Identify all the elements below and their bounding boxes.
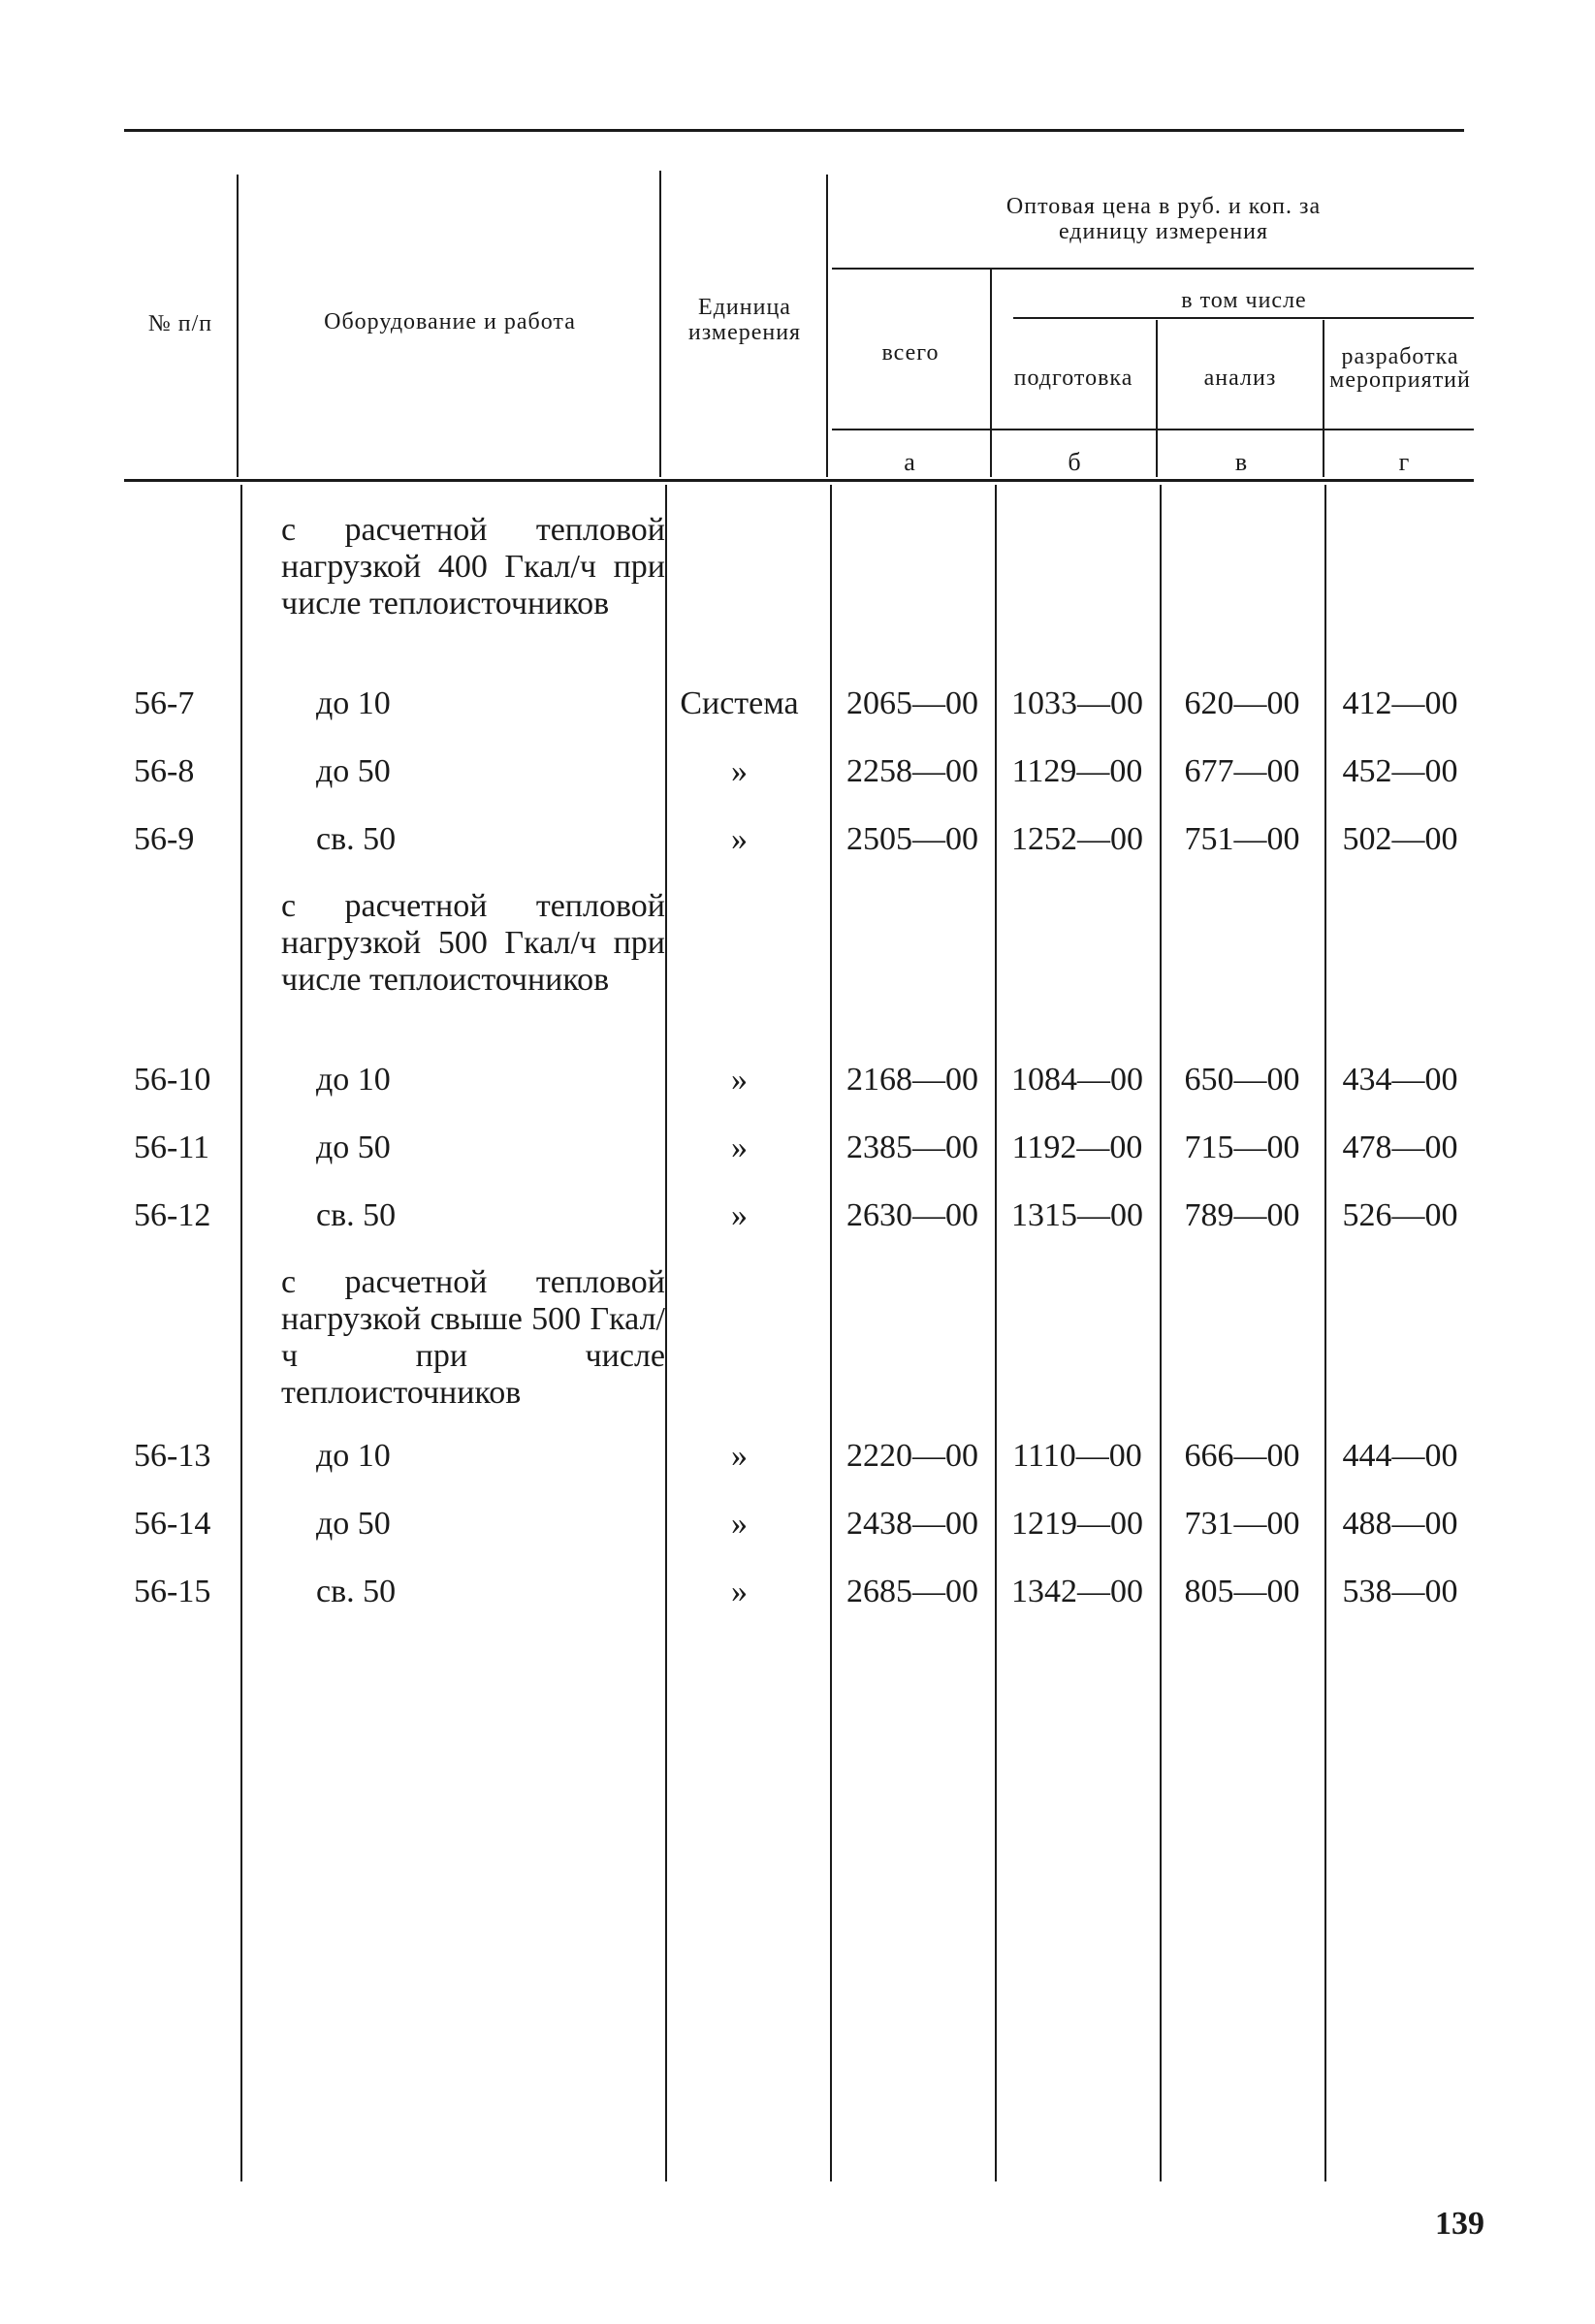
letter-row-rule — [832, 429, 1474, 430]
header-total: всего — [881, 340, 940, 366]
table-row — [0, 1129, 1595, 1171]
table-row — [0, 1505, 1595, 1547]
row-develop: 444—00 — [1342, 1438, 1458, 1474]
row-work: св. 50 — [316, 1197, 397, 1233]
page-number: 139 — [1435, 2206, 1484, 2242]
row-work: до 10 — [316, 1438, 391, 1474]
row-prep: 1084—00 — [1011, 1062, 1143, 1098]
row-unit: » — [731, 1062, 748, 1098]
row-develop: 526—00 — [1342, 1197, 1458, 1233]
row-total: 2630—00 — [846, 1197, 978, 1233]
body-col-divider-6 — [1324, 485, 1326, 2181]
header-unit: Единица измерения — [687, 295, 802, 345]
row-unit: » — [731, 1574, 748, 1609]
table-row — [0, 1437, 1595, 1480]
row-total: 2168—00 — [846, 1062, 978, 1098]
table-row — [0, 684, 1595, 727]
row-number: 56-7 — [134, 685, 195, 721]
price-subheader-rule — [832, 268, 1474, 270]
row-analysis: 789—00 — [1184, 1197, 1300, 1233]
row-analysis: 715—00 — [1184, 1130, 1300, 1165]
header-col-divider-6 — [1323, 320, 1324, 477]
row-unit: » — [731, 1438, 748, 1474]
header-equipment: Оборудование и работа — [324, 309, 576, 334]
row-analysis: 805—00 — [1184, 1574, 1300, 1609]
row-analysis: 731—00 — [1184, 1506, 1300, 1542]
group-title: с расчетной тепловой нагрузкой 400 Гкал/ч при числе теплоисточников — [281, 512, 665, 621]
table-row — [0, 1196, 1595, 1239]
row-develop: 502—00 — [1342, 821, 1458, 857]
group-title: с расчетной тепловой нагрузкой свыше 500 Гкал/ч при числе теплоисточников — [281, 1264, 665, 1411]
row-prep: 1342—00 — [1011, 1574, 1143, 1609]
body-col-divider-5 — [1160, 485, 1162, 2181]
row-number: 56-9 — [134, 821, 195, 857]
row-develop: 488—00 — [1342, 1506, 1458, 1542]
row-analysis: 677—00 — [1184, 753, 1300, 789]
row-develop: 452—00 — [1342, 753, 1458, 789]
row-develop: 434—00 — [1342, 1062, 1458, 1098]
header-letter-v: в — [1234, 448, 1248, 476]
row-work: до 10 — [316, 1062, 391, 1098]
header-price: Оптовая цена в руб. и коп. за единицу измерения — [1005, 194, 1322, 244]
row-unit: » — [731, 1506, 748, 1542]
row-prep: 1110—00 — [1012, 1438, 1142, 1474]
row-number: 56-14 — [134, 1506, 211, 1542]
body-col-divider-3 — [830, 485, 832, 2181]
row-prep: 1129—00 — [1011, 753, 1143, 789]
header-col-divider-5 — [1156, 320, 1158, 477]
header-including: в том числе — [1181, 288, 1307, 313]
row-total: 2438—00 — [846, 1506, 978, 1542]
row-total: 2065—00 — [846, 685, 978, 721]
row-number: 56-10 — [134, 1062, 211, 1098]
row-analysis: 666—00 — [1184, 1438, 1300, 1474]
row-work: до 10 — [316, 685, 391, 721]
row-total: 2385—00 — [846, 1130, 978, 1165]
row-unit: » — [731, 821, 748, 857]
table-row — [0, 820, 1595, 863]
row-work: до 50 — [316, 1130, 391, 1165]
header-col-divider-4 — [990, 270, 992, 477]
table-row — [0, 752, 1595, 795]
header-col-divider-1 — [237, 175, 239, 477]
row-work: св. 50 — [316, 821, 397, 857]
row-prep: 1033—00 — [1011, 685, 1143, 721]
row-number: 56-11 — [134, 1130, 210, 1165]
header-letter-g: г — [1398, 448, 1410, 476]
row-total: 2685—00 — [846, 1574, 978, 1609]
row-analysis: 751—00 — [1184, 821, 1300, 857]
body-col-divider-1 — [240, 485, 242, 2181]
row-number: 56-8 — [134, 753, 195, 789]
header-develop: разработка мероприятий — [1329, 344, 1471, 393]
row-analysis: 620—00 — [1184, 685, 1300, 721]
row-prep: 1219—00 — [1011, 1506, 1143, 1542]
body-col-divider-4 — [995, 485, 997, 2181]
row-total: 2505—00 — [846, 821, 978, 857]
header-col-divider-2 — [659, 171, 661, 477]
row-develop: 412—00 — [1342, 685, 1458, 721]
row-work: св. 50 — [316, 1574, 397, 1609]
row-prep: 1315—00 — [1011, 1197, 1143, 1233]
row-total: 2258—00 — [846, 753, 978, 789]
header-col-divider-3 — [826, 175, 828, 477]
row-unit: » — [731, 753, 748, 789]
header-analysis: анализ — [1203, 366, 1277, 391]
header-num: № п/п — [147, 311, 213, 336]
header-letter-b: б — [1068, 448, 1081, 476]
header-letter-a: а — [904, 448, 915, 476]
row-prep: 1252—00 — [1011, 821, 1143, 857]
table-row — [0, 1061, 1595, 1103]
header-prep: подготовка — [1013, 366, 1133, 391]
row-number: 56-13 — [134, 1438, 211, 1474]
row-work: до 50 — [316, 753, 391, 789]
row-develop: 538—00 — [1342, 1574, 1458, 1609]
row-unit: » — [731, 1130, 748, 1165]
row-number: 56-12 — [134, 1197, 211, 1233]
row-unit: Система — [680, 685, 799, 721]
including-subheader-rule — [1013, 317, 1474, 319]
group-title: с расчетной тепловой нагрузкой 500 Гкал/ч при числе теплоисточников — [281, 888, 665, 998]
row-total: 2220—00 — [846, 1438, 978, 1474]
header-bottom-rule — [124, 479, 1474, 482]
row-develop: 478—00 — [1342, 1130, 1458, 1165]
row-prep: 1192—00 — [1011, 1130, 1143, 1165]
top-rule — [124, 129, 1464, 132]
body-col-divider-2 — [665, 485, 667, 2181]
row-analysis: 650—00 — [1184, 1062, 1300, 1098]
row-unit: » — [731, 1197, 748, 1233]
row-number: 56-15 — [134, 1574, 211, 1609]
row-work: до 50 — [316, 1506, 391, 1542]
table-row — [0, 1573, 1595, 1615]
